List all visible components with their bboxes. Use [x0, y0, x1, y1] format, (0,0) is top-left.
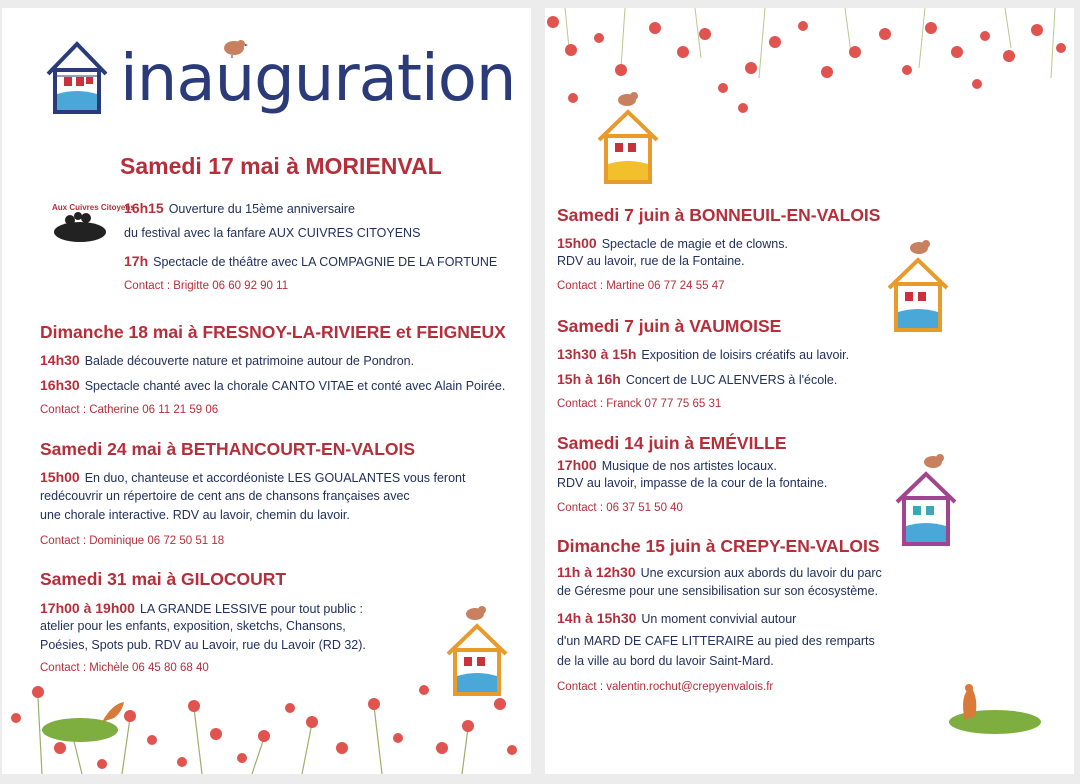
- crepy-header: Dimanche 15 juin à CREPY-EN-VALOIS: [557, 536, 880, 556]
- event-text: Spectacle chanté avec la chorale CANTO VITAE et conté avec Alain Poirée.: [84, 379, 506, 393]
- laundry-house-icon: [42, 38, 112, 118]
- event-time: 17h: [124, 253, 149, 269]
- emeville-event-1: [557, 457, 777, 473]
- event-text: Spectacle de magie et de clowns.: [601, 237, 788, 251]
- emeville-line-2: RDV au lavoir, impasse de la cour de la fontaine.: [557, 476, 828, 490]
- gilocourt-line-3: Poésies, Spots pub. RDV au Lavoir, rue du Lavoir (RD 32).: [40, 638, 366, 652]
- bonneuil-header: Samedi 7 juin à BONNEUIL-EN-VALOIS: [557, 205, 881, 225]
- vaumoise-header: Samedi 7 juin à VAUMOISE: [557, 316, 782, 336]
- event-text: Un moment convivial autour: [641, 612, 797, 626]
- event-text: En duo, chanteuse et accordéoniste LES GOUALANTES vous feront: [84, 471, 466, 485]
- event-text: Spectacle de théâtre avec LA COMPAGNIE DE LA FORTUNE: [153, 255, 498, 269]
- fresnoy-header: Dimanche 18 mai à FRESNOY-LA-RIVIERE et FEIGNEUX: [40, 322, 506, 342]
- crepy-line-5: de la ville au bord du lavoir Saint-Mard.: [557, 654, 774, 668]
- event-time: 17h00 à 19h00: [40, 600, 135, 616]
- event-text: LA GRANDE LESSIVE pour tout public :: [139, 602, 363, 616]
- gilocourt-line-2: atelier pour les enfants, exposition, sketchs, Chansons,: [40, 619, 346, 633]
- bonneuil-event-1: [557, 235, 788, 251]
- bethancourt-event-1: [40, 469, 465, 485]
- event-text: Une excursion aux abords du lavoir du parc: [640, 566, 882, 580]
- event-text: Balade découverte nature et patrimoine autour de Pondron.: [84, 354, 415, 368]
- vaumoise-event-2: [557, 371, 837, 387]
- event-time: 15h à 16h: [557, 371, 621, 387]
- event-time: 15h00: [40, 469, 80, 485]
- morienval-event-1: [124, 200, 355, 216]
- event-time: 14h30: [40, 352, 80, 368]
- fresnoy-event-1: [40, 352, 414, 368]
- event-time: 14h à 15h30: [557, 610, 637, 626]
- emeville-contact: Contact : 06 37 51 50 40: [557, 502, 683, 514]
- bonneuil-contact: Contact : Martine 06 77 24 55 47: [557, 280, 725, 292]
- event-time: 16h30: [40, 377, 80, 393]
- bonneuil-line-2: RDV au lavoir, rue de la Fontaine.: [557, 254, 745, 268]
- event-text: Concert de LUC ALENVERS à l'école.: [625, 373, 838, 387]
- crepy-event-1: [557, 564, 882, 580]
- event-time: 13h30 à 15h: [557, 346, 637, 362]
- event-time: 16h15: [124, 200, 164, 216]
- morienval-header: Samedi 17 mai à MORIENVAL: [120, 153, 442, 179]
- lily-pad-decoration: [935, 680, 1045, 740]
- event-text: Exposition de loisirs créatifs au lavoir.: [641, 348, 850, 362]
- bethancourt-header: Samedi 24 mai à BETHANCOURT-EN-VALOIS: [40, 439, 416, 459]
- gilocourt-header: Samedi 31 mai à GILOCOURT: [40, 569, 287, 589]
- crepy-line-2: de Géresme pour une sensibilisation sur son écosystème.: [557, 584, 878, 598]
- bethancourt-line-2: redécouvrir un répertoire de cent ans de chansons françaises avec: [40, 489, 410, 503]
- vaumoise-event-1: [557, 346, 849, 362]
- laundry-house-icon: [883, 236, 953, 336]
- fresnoy-contact: Contact : Catherine 06 11 21 59 06: [40, 404, 219, 416]
- event-time: 17h00: [557, 457, 597, 473]
- laundry-house-icon: [593, 88, 663, 188]
- fresnoy-event-2: [40, 377, 505, 393]
- crepy-line-4: d'un MARD DE CAFE LITTERAIRE au pied des remparts: [557, 634, 875, 648]
- morienval-event-2: [124, 253, 497, 269]
- event-text: Musique de nos artistes locaux.: [601, 459, 777, 473]
- morienval-event-1-cont: du festival avec la fanfare AUX CUIVRES CITOYENS: [124, 226, 421, 240]
- event-text: Ouverture du 15ème anniversaire: [168, 202, 355, 216]
- event-time: 11h à 12h30: [557, 564, 636, 580]
- bethancourt-line-3: une chorale interactive. RDV au lavoir, chemin du lavoir.: [40, 508, 350, 522]
- gilocourt-event-1: [40, 600, 363, 616]
- event-time: 15h00: [557, 235, 597, 251]
- laundry-house-icon: [891, 450, 961, 550]
- vaumoise-contact: Contact : Franck 07 77 75 65 31: [557, 398, 722, 410]
- poppy-flowers-decoration: [2, 678, 531, 774]
- bethancourt-contact: Contact : Dominique 06 72 50 51 18: [40, 535, 225, 547]
- right-page: [545, 8, 1074, 774]
- page-title: inauguration: [120, 42, 516, 116]
- fanfare-logo: [48, 196, 135, 246]
- gilocourt-contact: Contact : Michèle 06 45 80 68 40: [40, 662, 209, 674]
- morienval-contact: Contact : Brigitte 06 60 92 90 11: [124, 280, 289, 292]
- left-page: [2, 8, 531, 774]
- crepy-contact: Contact : valentin.rochut@crepyenvalois.fr: [557, 681, 774, 693]
- fanfare-logo-text: Aux Cuivres Citoyens: [52, 203, 135, 212]
- crepy-event-2: [557, 610, 796, 626]
- emeville-header: Samedi 14 juin à EMÉVILLE: [557, 433, 787, 453]
